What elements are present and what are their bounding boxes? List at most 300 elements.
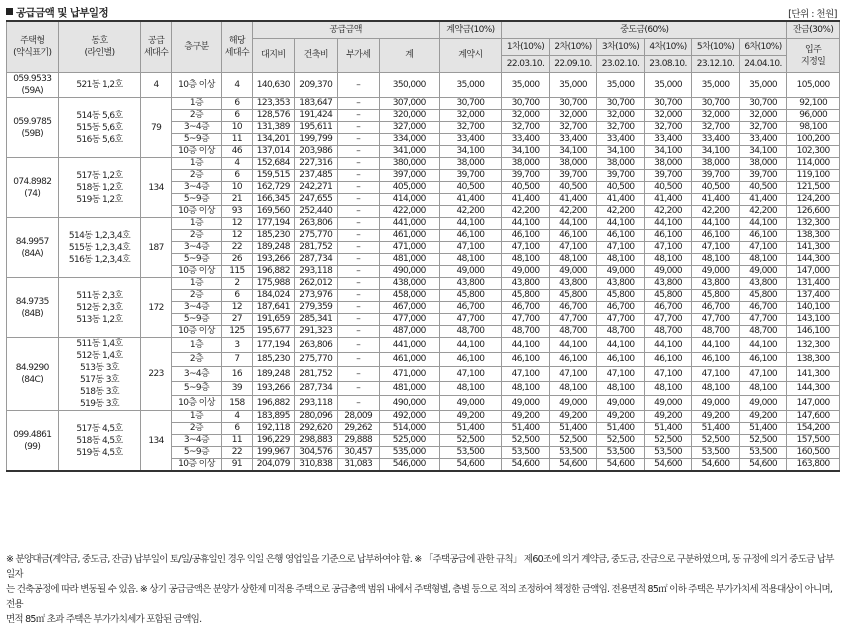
cell-building: 304,576 (295, 447, 337, 459)
cell-interim-1: 32,000 (502, 110, 550, 122)
cell-balance: 105,000 (787, 73, 840, 98)
cell-building: 273,976 (295, 290, 337, 302)
cell-interim-3: 49,000 (597, 266, 645, 278)
cell-supply-units: 134 (141, 411, 171, 472)
cell-units: 22 (222, 447, 252, 459)
cell-building: 237,485 (295, 170, 337, 182)
cell-interim-3: 30,700 (597, 98, 645, 110)
cell-supply-units: 172 (141, 278, 171, 338)
cell-units: 10 (222, 182, 252, 194)
cell-units: 93 (222, 206, 252, 218)
cell-vat: 31,083 (337, 459, 379, 472)
cell-interim-1: 32,700 (502, 122, 550, 134)
header-installment-5: 5차(10%) (692, 39, 740, 56)
cell-interim-2: 48,100 (549, 254, 597, 266)
cell-building: 262,012 (295, 278, 337, 290)
cell-land: 123,353 (252, 98, 294, 110)
cell-vat: 29,262 (337, 423, 379, 435)
section-title-text: 공급금액 및 납부일정 (16, 7, 108, 19)
cell-interim-2: 46,100 (549, 230, 597, 242)
cell-interim-5: 52,500 (692, 435, 740, 447)
cell-units: 11 (222, 134, 252, 146)
cell-interim-2: 51,400 (549, 423, 597, 435)
cell-floor: 1층 (171, 218, 222, 230)
cell-total: 471,000 (379, 242, 439, 254)
cell-balance: 146,100 (787, 326, 840, 338)
cell-interim-4: 38,000 (644, 158, 692, 170)
cell-interim-3: 39,700 (597, 170, 645, 182)
cell-balance: 154,200 (787, 423, 840, 435)
cell-interim-3: 46,100 (597, 230, 645, 242)
cell-interim-5: 40,500 (692, 182, 740, 194)
cell-interim-1: 47,100 (502, 242, 550, 254)
cell-total: 422,000 (379, 206, 439, 218)
cell-floor: 10층 이상 (171, 459, 222, 472)
cell-contract: 46,100 (439, 230, 502, 242)
cell-interim-1: 35,000 (502, 73, 550, 98)
header-installment-date-2: 22.09.10. (549, 56, 597, 73)
cell-interim-2: 33,400 (549, 134, 597, 146)
cell-interim-5: 48,100 (692, 381, 740, 396)
cell-vat: – (337, 266, 379, 278)
cell-interim-3: 32,000 (597, 110, 645, 122)
cell-units: 16 (222, 367, 252, 382)
cell-land: 128,576 (252, 110, 294, 122)
cell-balance: 141,300 (787, 367, 840, 382)
cell-vat: – (337, 254, 379, 266)
cell-building: 183,647 (295, 98, 337, 110)
cell-interim-1: 46,700 (502, 302, 550, 314)
cell-type: 059.9785 (59B) (7, 98, 59, 158)
cell-building: 227,316 (295, 158, 337, 170)
cell-interim-2: 38,000 (549, 158, 597, 170)
cell-building: 209,370 (295, 73, 337, 98)
cell-interim-4: 30,700 (644, 98, 692, 110)
cell-interim-2: 47,100 (549, 242, 597, 254)
cell-land: 175,988 (252, 278, 294, 290)
cell-interim-5: 47,100 (692, 242, 740, 254)
cell-total: 535,000 (379, 447, 439, 459)
cell-land: 196,882 (252, 396, 294, 411)
cell-interim-6: 45,800 (739, 290, 787, 302)
cell-interim-5: 49,000 (692, 266, 740, 278)
cell-balance: 141,300 (787, 242, 840, 254)
cell-interim-1: 45,800 (502, 290, 550, 302)
cell-interim-5: 46,700 (692, 302, 740, 314)
cell-land: 140,630 (252, 73, 294, 98)
header-installment-date-6: 24.04.10. (739, 56, 787, 73)
header-installment-4: 4차(10%) (644, 39, 692, 56)
cell-interim-5: 32,700 (692, 122, 740, 134)
cell-contract: 41,400 (439, 194, 502, 206)
cell-floor: 5~9층 (171, 314, 222, 326)
cell-interim-4: 33,400 (644, 134, 692, 146)
cell-interim-5: 47,700 (692, 314, 740, 326)
cell-land: 185,230 (252, 230, 294, 242)
cell-interim-6: 34,100 (739, 146, 787, 158)
cell-land: 131,389 (252, 122, 294, 134)
cell-interim-6: 46,700 (739, 302, 787, 314)
cell-units: 12 (222, 218, 252, 230)
cell-interim-6: 39,700 (739, 170, 787, 182)
cell-vat: – (337, 206, 379, 218)
cell-vat: – (337, 396, 379, 411)
cell-floor: 2층 (171, 110, 222, 122)
table-row (7, 278, 840, 290)
cell-vat: – (337, 338, 379, 353)
cell-interim-5: 30,700 (692, 98, 740, 110)
cell-floor: 2층 (171, 352, 222, 367)
cell-balance: 132,300 (787, 218, 840, 230)
section-title (6, 5, 108, 20)
cell-vat: – (337, 218, 379, 230)
supply-price-table (6, 20, 840, 472)
cell-interim-2: 52,500 (549, 435, 597, 447)
cell-interim-5: 41,400 (692, 194, 740, 206)
cell-balance: 98,100 (787, 122, 840, 134)
cell-interim-4: 47,100 (644, 242, 692, 254)
cell-dong: 517동 4,5호 518동 4,5호 519동 4,5호 (58, 411, 141, 472)
cell-dong: 521동 1,2호 (58, 73, 141, 98)
cell-interim-4: 49,200 (644, 411, 692, 423)
header-interim: 중도금(60%) (502, 21, 787, 39)
cell-interim-3: 52,500 (597, 435, 645, 447)
cell-balance: 138,300 (787, 352, 840, 367)
cell-building: 279,359 (295, 302, 337, 314)
cell-interim-6: 44,100 (739, 218, 787, 230)
cell-total: 461,000 (379, 352, 439, 367)
cell-balance: 144,300 (787, 254, 840, 266)
cell-floor: 2층 (171, 290, 222, 302)
cell-contract: 34,100 (439, 146, 502, 158)
cell-contract: 48,700 (439, 326, 502, 338)
cell-units: 11 (222, 435, 252, 447)
cell-land: 199,967 (252, 447, 294, 459)
footnote-line: 는 건축공정에 따라 변동될 수 있음. ※ 상기 공급금액은 분양가 상한제 미적용 주택으로 공급총액 범위 내에서 주택형별, 층별 등으로 적의 조정하여 책정한 금액임. 전용면적 85㎡ 이하 주택은 부가가치세 적용대상이 아니며, 전용 (6, 584, 833, 610)
cell-contract: 48,100 (439, 381, 502, 396)
cell-supply-units: 187 (141, 218, 171, 278)
cell-total: 471,000 (379, 367, 439, 382)
table-header (7, 21, 840, 73)
cell-vat: – (337, 230, 379, 242)
cell-vat: – (337, 367, 379, 382)
cell-interim-2: 39,700 (549, 170, 597, 182)
cell-contract: 44,100 (439, 338, 502, 353)
cell-interim-3: 42,200 (597, 206, 645, 218)
cell-interim-6: 53,500 (739, 447, 787, 459)
cell-land: 192,118 (252, 423, 294, 435)
cell-floor: 2층 (171, 230, 222, 242)
cell-total: 481,000 (379, 381, 439, 396)
cell-interim-6: 46,100 (739, 230, 787, 242)
cell-interim-1: 43,800 (502, 278, 550, 290)
cell-floor: 5~9층 (171, 447, 222, 459)
cell-building: 293,118 (295, 396, 337, 411)
cell-interim-2: 47,100 (549, 367, 597, 382)
cell-balance: 102,300 (787, 146, 840, 158)
cell-contract: 40,500 (439, 182, 502, 194)
cell-vat: – (337, 134, 379, 146)
cell-total: 327,000 (379, 122, 439, 134)
cell-interim-6: 48,100 (739, 254, 787, 266)
cell-contract: 51,400 (439, 423, 502, 435)
cell-floor: 3~4층 (171, 367, 222, 382)
cell-interim-4: 44,100 (644, 338, 692, 353)
cell-interim-5: 35,000 (692, 73, 740, 98)
cell-interim-1: 53,500 (502, 447, 550, 459)
cell-land: 169,560 (252, 206, 294, 218)
cell-interim-3: 32,700 (597, 122, 645, 134)
cell-interim-4: 51,400 (644, 423, 692, 435)
cell-interim-1: 40,500 (502, 182, 550, 194)
cell-contract: 47,100 (439, 242, 502, 254)
cell-interim-1: 48,100 (502, 381, 550, 396)
cell-balance: 140,100 (787, 302, 840, 314)
cell-floor: 3~4층 (171, 182, 222, 194)
cell-contract: 30,700 (439, 98, 502, 110)
cell-total: 441,000 (379, 338, 439, 353)
table-row (7, 158, 840, 170)
cell-balance: 147,000 (787, 396, 840, 411)
cell-total: 320,000 (379, 110, 439, 122)
cell-vat: – (337, 182, 379, 194)
cell-interim-6: 47,700 (739, 314, 787, 326)
cell-vat: – (337, 290, 379, 302)
cell-vat: – (337, 98, 379, 110)
cell-building: 292,620 (295, 423, 337, 435)
cell-interim-2: 49,200 (549, 411, 597, 423)
cell-interim-3: 53,500 (597, 447, 645, 459)
cell-interim-3: 49,000 (597, 396, 645, 411)
cell-type: 84.9957 (84A) (7, 218, 59, 278)
cell-building: 285,341 (295, 314, 337, 326)
cell-total: 414,000 (379, 194, 439, 206)
table-body (7, 73, 840, 472)
cell-type: 84.9735 (84B) (7, 278, 59, 338)
cell-land: 184,024 (252, 290, 294, 302)
cell-interim-4: 46,700 (644, 302, 692, 314)
cell-interim-3: 33,400 (597, 134, 645, 146)
header-installment-1: 1차(10%) (502, 39, 550, 56)
cell-interim-5: 45,800 (692, 290, 740, 302)
header-supply-price: 공급금액 (252, 21, 439, 39)
header-supply-units: 공급 세대수 (141, 21, 171, 73)
cell-interim-6: 38,000 (739, 158, 787, 170)
cell-total: 525,000 (379, 435, 439, 447)
cell-interim-5: 53,500 (692, 447, 740, 459)
cell-interim-2: 41,400 (549, 194, 597, 206)
cell-land: 177,194 (252, 338, 294, 353)
header-installment-3: 3차(10%) (597, 39, 645, 56)
cell-floor: 1층 (171, 338, 222, 353)
cell-interim-1: 44,100 (502, 338, 550, 353)
cell-interim-4: 43,800 (644, 278, 692, 290)
cell-interim-5: 42,200 (692, 206, 740, 218)
cell-dong: 514동 1,2,3,4호 515동 1,2,3,4호 516동 1,2,3,4호 (58, 218, 141, 278)
cell-interim-3: 46,700 (597, 302, 645, 314)
cell-interim-6: 32,000 (739, 110, 787, 122)
table-row (7, 98, 840, 110)
cell-land: 189,248 (252, 242, 294, 254)
cell-building: 191,424 (295, 110, 337, 122)
cell-balance: 124,200 (787, 194, 840, 206)
cell-land: 166,345 (252, 194, 294, 206)
cell-interim-6: 42,200 (739, 206, 787, 218)
cell-units: 21 (222, 194, 252, 206)
cell-supply-units: 223 (141, 338, 171, 411)
cell-interim-3: 48,700 (597, 326, 645, 338)
cell-units: 6 (222, 170, 252, 182)
header-units: 해당 세대수 (222, 21, 252, 73)
cell-balance: 121,500 (787, 182, 840, 194)
cell-interim-3: 54,600 (597, 459, 645, 472)
cell-total: 438,000 (379, 278, 439, 290)
cell-interim-3: 38,000 (597, 158, 645, 170)
table-row (7, 73, 840, 98)
cell-building: 293,118 (295, 266, 337, 278)
cell-land: 183,895 (252, 411, 294, 423)
cell-total: 458,000 (379, 290, 439, 302)
cell-interim-1: 34,100 (502, 146, 550, 158)
cell-interim-1: 42,200 (502, 206, 550, 218)
cell-units: 6 (222, 110, 252, 122)
cell-units: 22 (222, 242, 252, 254)
cell-building: 263,806 (295, 338, 337, 353)
cell-units: 12 (222, 230, 252, 242)
cell-land: 177,194 (252, 218, 294, 230)
cell-land: 195,677 (252, 326, 294, 338)
cell-interim-1: 49,000 (502, 396, 550, 411)
cell-contract: 47,100 (439, 367, 502, 382)
cell-supply-units: 134 (141, 158, 171, 218)
cell-interim-6: 41,400 (739, 194, 787, 206)
cell-units: 27 (222, 314, 252, 326)
cell-interim-3: 44,100 (597, 338, 645, 353)
cell-interim-4: 40,500 (644, 182, 692, 194)
cell-contract: 46,700 (439, 302, 502, 314)
cell-interim-1: 39,700 (502, 170, 550, 182)
cell-contract: 53,500 (439, 447, 502, 459)
cell-units: 6 (222, 290, 252, 302)
cell-balance: 131,400 (787, 278, 840, 290)
cell-total: 490,000 (379, 396, 439, 411)
cell-interim-2: 53,500 (549, 447, 597, 459)
cell-land: 193,266 (252, 254, 294, 266)
cell-interim-2: 40,500 (549, 182, 597, 194)
cell-interim-4: 35,000 (644, 73, 692, 98)
cell-balance: 132,300 (787, 338, 840, 353)
cell-interim-2: 47,700 (549, 314, 597, 326)
cell-interim-2: 48,100 (549, 381, 597, 396)
cell-interim-1: 44,100 (502, 218, 550, 230)
cell-interim-5: 48,700 (692, 326, 740, 338)
cell-contract: 33,400 (439, 134, 502, 146)
cell-land: 159,515 (252, 170, 294, 182)
cell-interim-4: 53,500 (644, 447, 692, 459)
cell-contract: 52,500 (439, 435, 502, 447)
cell-dong: 514동 5,6호 515동 5,6호 516동 5,6호 (58, 98, 141, 158)
cell-balance: 100,200 (787, 134, 840, 146)
cell-interim-4: 48,100 (644, 381, 692, 396)
cell-floor: 3~4층 (171, 302, 222, 314)
cell-interim-2: 49,000 (549, 396, 597, 411)
cell-total: 461,000 (379, 230, 439, 242)
cell-interim-2: 46,700 (549, 302, 597, 314)
cell-vat: – (337, 73, 379, 98)
cell-total: 492,000 (379, 411, 439, 423)
cell-total: 397,000 (379, 170, 439, 182)
cell-interim-3: 47,700 (597, 314, 645, 326)
cell-total: 477,000 (379, 314, 439, 326)
cell-interim-1: 54,600 (502, 459, 550, 472)
cell-interim-2: 48,700 (549, 326, 597, 338)
cell-units: 4 (222, 158, 252, 170)
cell-total: 350,000 (379, 73, 439, 98)
cell-total: 467,000 (379, 302, 439, 314)
cell-interim-2: 42,200 (549, 206, 597, 218)
cell-floor: 10층 이상 (171, 326, 222, 338)
cell-interim-4: 47,700 (644, 314, 692, 326)
cell-interim-6: 48,100 (739, 381, 787, 396)
cell-units: 4 (222, 73, 252, 98)
cell-balance: 147,000 (787, 266, 840, 278)
cell-type: 099.4861 (99) (7, 411, 59, 472)
header-type: 주택형 (약식표기) (7, 21, 59, 73)
cell-units: 6 (222, 98, 252, 110)
cell-building: 199,799 (295, 134, 337, 146)
cell-interim-4: 32,700 (644, 122, 692, 134)
cell-interim-3: 35,000 (597, 73, 645, 98)
cell-interim-1: 46,100 (502, 230, 550, 242)
cell-contract: 35,000 (439, 73, 502, 98)
cell-balance: 157,500 (787, 435, 840, 447)
cell-floor: 1층 (171, 98, 222, 110)
cell-land: 204,079 (252, 459, 294, 472)
cell-contract: 43,800 (439, 278, 502, 290)
cell-dong: 517동 1,2호 518동 1,2호 519동 1,2호 (58, 158, 141, 218)
cell-building: 247,655 (295, 194, 337, 206)
cell-balance: 144,300 (787, 381, 840, 396)
cell-interim-5: 48,100 (692, 254, 740, 266)
cell-units: 3 (222, 338, 252, 353)
cell-land: 196,882 (252, 266, 294, 278)
cell-total: 481,000 (379, 254, 439, 266)
cell-vat: 30,457 (337, 447, 379, 459)
cell-contract: 39,700 (439, 170, 502, 182)
cell-building: 252,440 (295, 206, 337, 218)
cell-units: 12 (222, 302, 252, 314)
cell-interim-6: 44,100 (739, 338, 787, 353)
cell-units: 10 (222, 122, 252, 134)
cell-building: 275,770 (295, 230, 337, 242)
cell-interim-3: 47,100 (597, 242, 645, 254)
cell-floor: 10층 이상 (171, 266, 222, 278)
cell-contract: 32,700 (439, 122, 502, 134)
cell-interim-4: 52,500 (644, 435, 692, 447)
cell-land: 196,229 (252, 435, 294, 447)
cell-interim-5: 47,100 (692, 367, 740, 382)
cell-interim-6: 30,700 (739, 98, 787, 110)
cell-balance: 160,500 (787, 447, 840, 459)
cell-interim-1: 38,000 (502, 158, 550, 170)
cell-interim-6: 48,700 (739, 326, 787, 338)
cell-land: 152,684 (252, 158, 294, 170)
cell-interim-4: 41,400 (644, 194, 692, 206)
cell-interim-2: 35,000 (549, 73, 597, 98)
cell-interim-6: 49,000 (739, 396, 787, 411)
cell-building: 195,611 (295, 122, 337, 134)
header-balance: 잔금(30%) (787, 21, 840, 39)
